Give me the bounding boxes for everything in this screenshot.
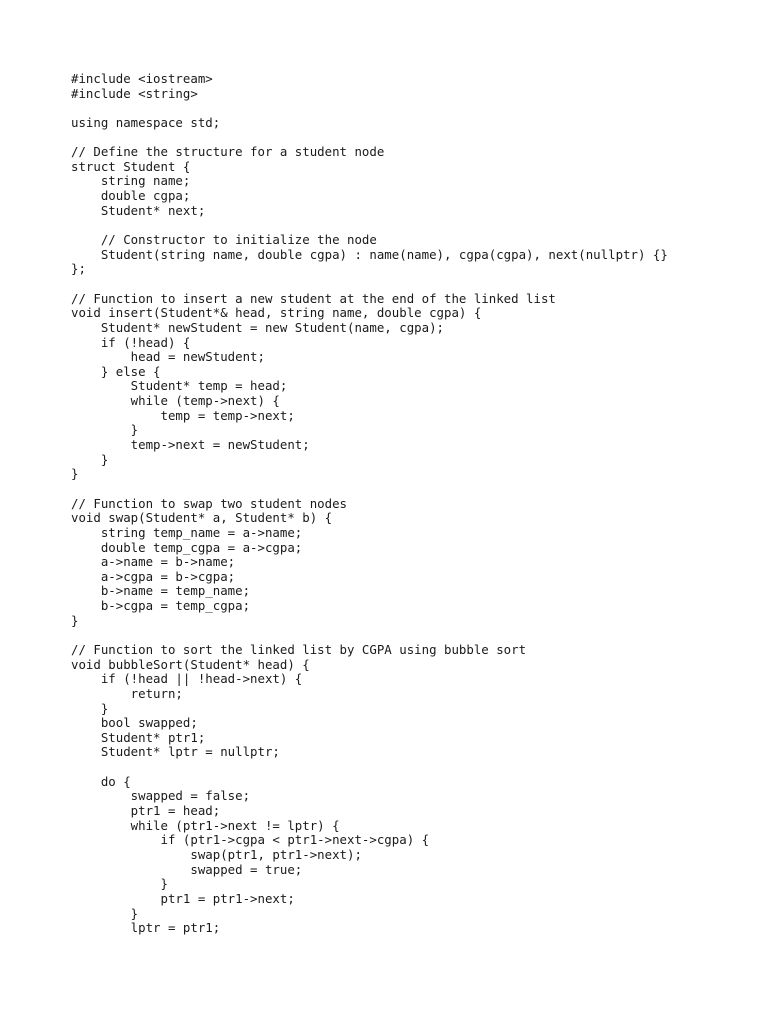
code-line: } (71, 905, 139, 921)
code-line: using namespace std; (71, 114, 221, 130)
code-line: } (71, 700, 109, 716)
code-line: string temp_name = a->name; (71, 524, 303, 540)
code-line: } (71, 451, 109, 467)
code-line: Student* newStudent = new Student(name, cgpa); (71, 319, 444, 335)
code-line: lptr = ptr1; (71, 920, 221, 936)
code-line (71, 277, 668, 292)
code-line: bool swapped; (71, 715, 198, 731)
code-line: } (71, 466, 79, 482)
code-line: if (!head || !head->next) { (71, 671, 303, 687)
code-line: } else { (71, 363, 161, 379)
code-line: Student(string name, double cgpa) : name(name), cgpa(cgpa), next(nullptr) {} (71, 246, 668, 262)
code-line (71, 482, 668, 497)
code-line: void swap(Student* a, Student* b) { (71, 510, 333, 526)
code-line: if (ptr1->cgpa < ptr1->next->cgpa) { (71, 832, 430, 848)
code-line: b->cgpa = temp_cgpa; (71, 598, 251, 614)
code-line (71, 760, 668, 775)
code-line: Student* lptr = nullptr; (71, 744, 280, 760)
code-line: string name; (71, 173, 191, 189)
code-line: swap(ptr1, ptr1->next); (71, 846, 362, 862)
code-line: double temp_cgpa = a->cgpa; (71, 539, 303, 555)
code-line: return; (71, 685, 183, 701)
code-line: // Function to insert a new student at the end of the linked list (71, 290, 556, 306)
code-line: } (71, 422, 139, 438)
code-line: while (ptr1->next != lptr) { (71, 817, 340, 833)
code-line: // Function to sort the linked list by CGPA using bubble sort (71, 641, 527, 657)
code-line: a->name = b->name; (71, 554, 236, 570)
code-line: b->name = temp_name; (71, 583, 251, 599)
code-line: void insert(Student*& head, string name, double cgpa) { (71, 305, 482, 321)
code-line: Student* next; (71, 202, 206, 218)
code-line (71, 628, 668, 643)
code-line: }; (71, 261, 86, 277)
code-line: struct Student { (71, 158, 191, 174)
code-line: temp = temp->next; (71, 407, 295, 423)
code-line: temp->next = newStudent; (71, 437, 310, 453)
code-line: } (71, 612, 79, 628)
code-line: Student* temp = head; (71, 378, 288, 394)
code-line: if (!head) { (71, 334, 191, 350)
code-line: double cgpa; (71, 188, 191, 204)
code-line: a->cgpa = b->cgpa; (71, 568, 236, 584)
code-line: while (temp->next) { (71, 393, 280, 409)
code-line (71, 101, 668, 116)
code-line: ptr1 = head; (71, 803, 221, 819)
code-line: // Define the structure for a student node (71, 144, 385, 160)
code-line: void bubbleSort(Student* head) { (71, 656, 310, 672)
code-line: swapped = true; (71, 861, 303, 877)
code-line: swapped = false; (71, 788, 251, 804)
code-line: Student* ptr1; (71, 729, 206, 745)
code-line: #include <string> (71, 85, 198, 101)
code-line (71, 131, 668, 146)
code-line: // Constructor to initialize the node (71, 232, 377, 248)
code-line: } (71, 876, 168, 892)
code-line: do { (71, 773, 131, 789)
code-line: head = newStudent; (71, 349, 265, 365)
code-block (71, 72, 668, 936)
code-line: ptr1 = ptr1->next; (71, 890, 295, 906)
code-line: #include <iostream> (71, 71, 213, 86)
code-line (71, 218, 668, 233)
code-line: // Function to swap two student nodes (71, 495, 348, 511)
